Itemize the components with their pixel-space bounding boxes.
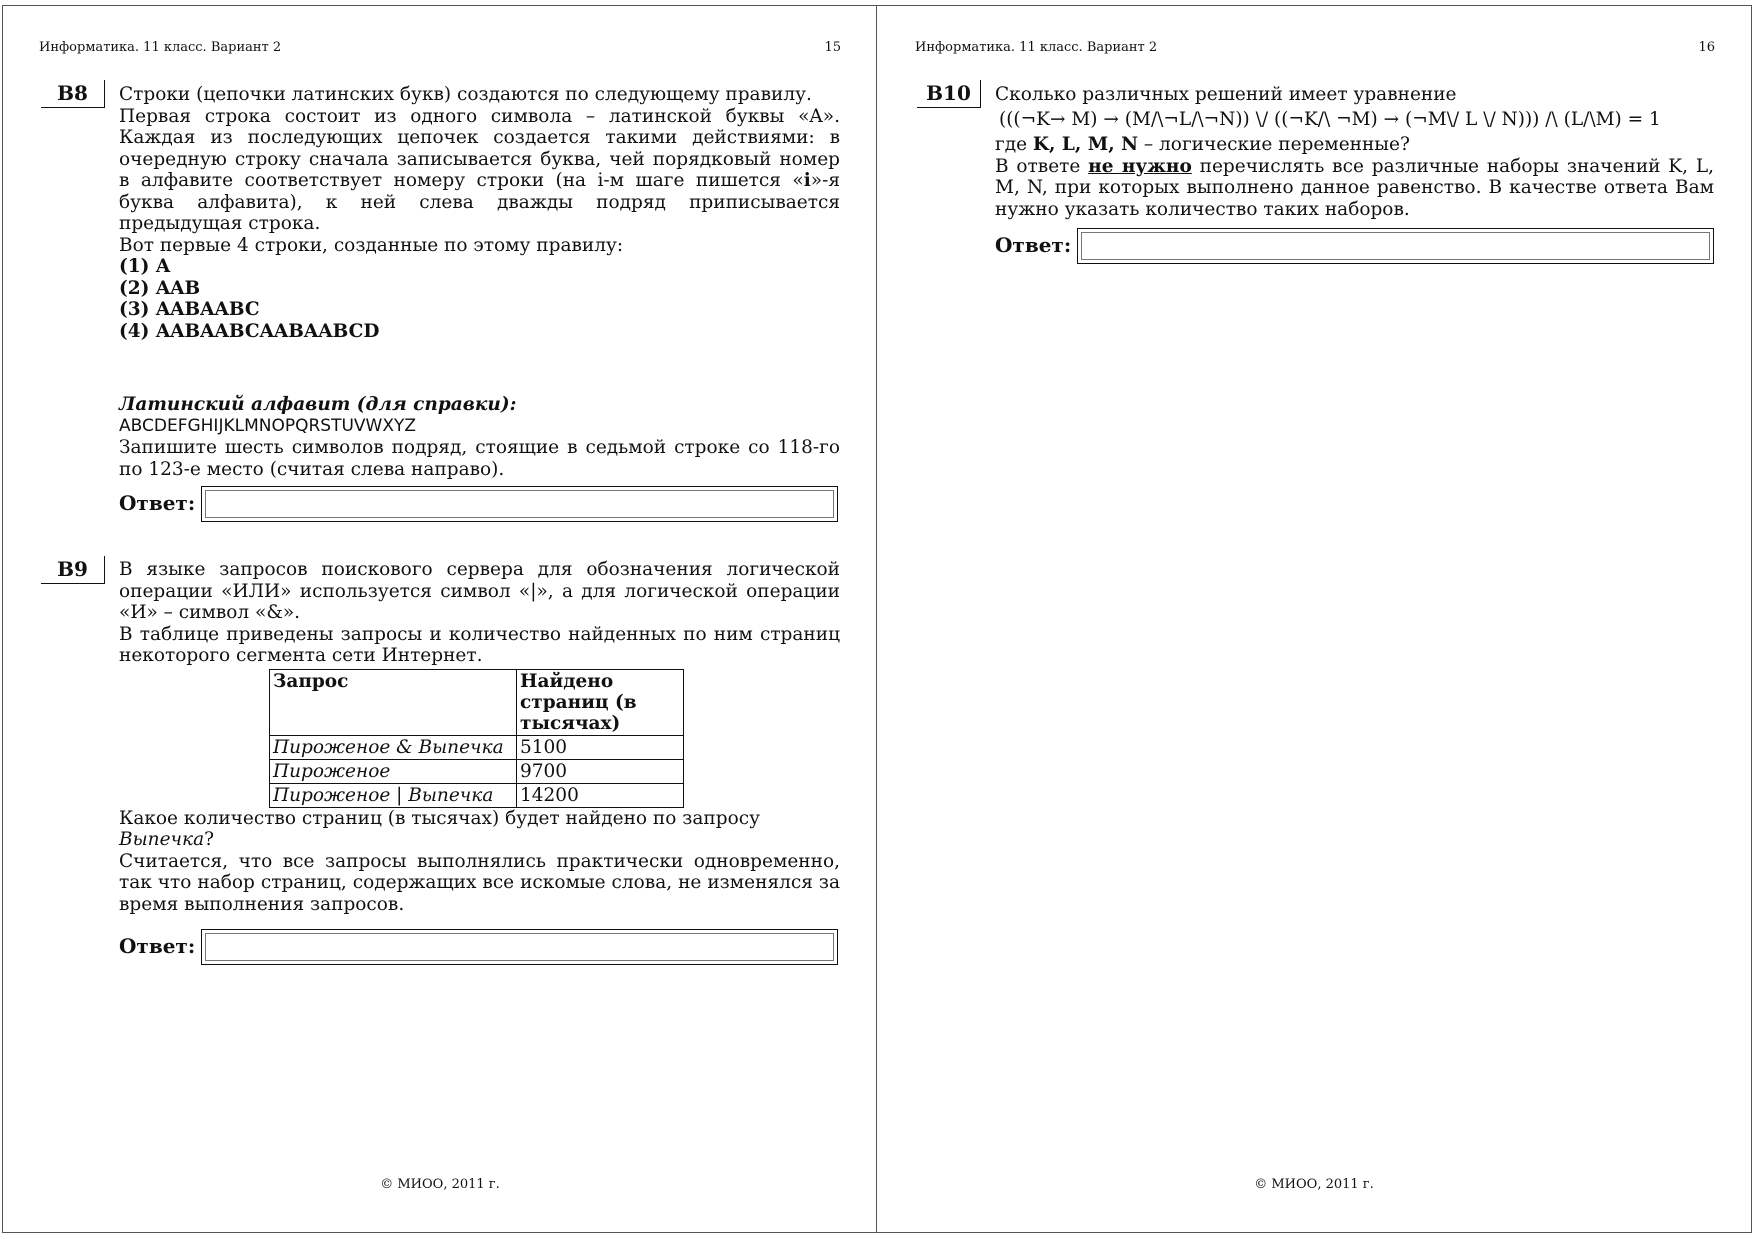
task-b9-body xyxy=(119,559,840,965)
b9-table-intro: В таблице приведены запросы и количество найденных по ним страниц некоторого сегмента сети Интернет. xyxy=(119,623,840,666)
b8-answer-label: Ответ: xyxy=(119,491,196,516)
b9-answer-label: Ответ: xyxy=(119,934,196,959)
b9-note: Считается, что все запросы выполнялись практически одновременно, так что набор страниц, содержащих все искомые слова, не изменялся за время выполнения запросов. xyxy=(119,850,840,915)
b9-question: Какое количество страниц (в тысячах) будет найдено по запросу Выпечка? xyxy=(119,807,760,850)
task-b8-body xyxy=(119,84,840,522)
b9-query-table xyxy=(269,669,684,808)
b10-variables: где K, L, M, N – логические переменные? xyxy=(995,134,1410,155)
table-cell-count: 9700 xyxy=(517,759,684,783)
table-row xyxy=(270,783,684,807)
b8-string-3: (3) AABAABC xyxy=(119,299,260,320)
b10-formula: (((¬K→ M) → (M/\¬L/\¬N)) \/ ((¬K/\ ¬M) → (¬M\/ L \/ N))) /\ (L/\M) = 1 xyxy=(999,108,1661,130)
b10-question: Сколько различных решений имеет уравнение xyxy=(995,84,1457,105)
b8-string-4: (4) AABAABCAABAABCD xyxy=(119,320,380,342)
task-label-b8: B8 xyxy=(41,80,105,108)
b8-string-1: (1) A xyxy=(119,256,171,277)
task-b10-body xyxy=(995,84,1714,264)
task-label-b10: B10 xyxy=(917,80,981,108)
b10-answer-box[interactable] xyxy=(1077,228,1714,264)
table-cell-count: 5100 xyxy=(517,735,684,759)
table-cell-count: 14200 xyxy=(517,783,684,807)
header-title: Информатика. 11 класс. Вариант 2 xyxy=(915,40,1158,55)
page-16 xyxy=(876,5,1752,1233)
b10-answer-label: Ответ: xyxy=(995,233,1072,258)
b9-intro: В языке запросов поискового сервера для обозначения логической операции «ИЛИ» используется символ «|», а для логической операции «И» – символ «&». xyxy=(119,559,840,623)
b8-alphabet: ABCDEFGHIJKLMNOPQRSTUVWXYZ xyxy=(119,415,417,436)
b8-intro: Строки (цепочки латинских букв) создаются по следующему правилу. xyxy=(119,84,812,105)
b8-examples-intro: Вот первые 4 строки, созданные по этому правилу: xyxy=(119,234,624,256)
table-header-found: Найдено страниц (в тысячах) xyxy=(517,669,684,735)
b8-rule: Первая строка состоит из одного символа – латинской буквы «A». Каждая из последующих цепочек создается такими действиями: в очередную строку сначала записывается буква, чей порядковый номер в алфавите соответствует номеру строки (на i-м шаге пишется «i»-я буква алфавита), к ней слева дважды подряд приписывается предыдущая строка. xyxy=(119,105,840,234)
b8-answer-row xyxy=(119,486,840,522)
b10-answer-row xyxy=(995,228,1714,264)
table-cell-query: Пироженое xyxy=(270,759,517,783)
b9-answer-row xyxy=(119,929,840,965)
header-title: Информатика. 11 класс. Вариант 2 xyxy=(39,40,282,55)
table-cell-query: Пироженое | Выпечка xyxy=(270,783,517,807)
b8-string-2: (2) AAB xyxy=(119,277,201,299)
page-15 xyxy=(2,5,878,1233)
b8-string-list xyxy=(119,256,840,342)
b8-question: Запишите шесть символов подряд, стоящие в седьмой строке со 118-го по 123-е место (считая слева направо). xyxy=(119,437,840,480)
b8-alphabet-title: Латинский алфавит (для справки): xyxy=(119,394,517,415)
task-label-b9: B9 xyxy=(41,556,105,584)
b9-answer-box[interactable] xyxy=(201,929,838,965)
page-number: 15 xyxy=(824,40,841,55)
page-number: 16 xyxy=(1698,40,1715,55)
table-header-row xyxy=(270,669,684,735)
footer-copyright: © МИОО, 2011 г. xyxy=(1254,1177,1374,1192)
table-header-query: Запрос xyxy=(270,669,517,735)
b8-answer-box[interactable] xyxy=(201,486,838,522)
table-cell-query: Пироженое & Выпечка xyxy=(270,735,517,759)
footer-copyright: © МИОО, 2011 г. xyxy=(380,1177,500,1192)
table-row xyxy=(270,735,684,759)
b10-instructions: В ответе не нужно перечислять все различные наборы значений K, L, M, N, при которых выполнено данное равенство. В качестве ответа Вам нужно указать количество таких наборов. xyxy=(995,155,1714,220)
table-row xyxy=(270,759,684,783)
